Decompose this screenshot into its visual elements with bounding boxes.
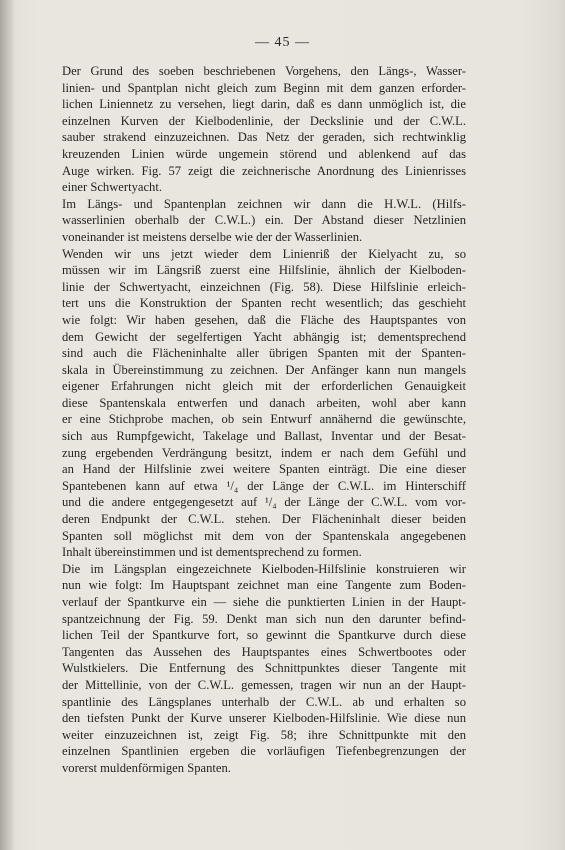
text-line: wasserlinien oberhalb der C.W.L.) ein. Der Abstand dieser Netzlinien	[62, 213, 466, 228]
text-line: Der Grund des soeben beschriebenen Vorgehens, den Längs-, Wasser-	[62, 64, 466, 78]
text-line: Wenden wir uns jetzt wieder dem Linienriß der Kielyacht zu, so	[62, 246, 466, 261]
text-line: zung ergebenden Verdrängung besitzt, indem er nach dem Gefühl und	[62, 445, 466, 460]
text-line: einer Schwertyacht.	[62, 180, 163, 195]
text-line: nun wie folgt: Im Hauptspant zeichnet man eine Tangente zum Boden-	[62, 578, 466, 593]
text-line: deren Endpunkt der C.W.L. stehen. Der Flächeninhalt dieser beiden	[62, 512, 466, 527]
text-line: Inhalt übereinstimmen und ist dementsprechend zu formen.	[62, 545, 362, 560]
text-line: tert uns die Konstruktion der Spanten recht wesentlich; das geschieht	[62, 296, 466, 311]
text-line: linien- und Spantplan nicht gleich zum Beginn mit dem ganzen erforder-	[62, 80, 466, 95]
text-line: Auge wirken. Fig. 57 zeigt die zeichnerische Anordnung des Linienrisses	[62, 163, 466, 178]
text-line: voneinander ist meistens derselbe wie der der Wasserlinien.	[62, 229, 363, 244]
text-line: sauber strakend einzuzeichnen. Das Netz der geraden, sich rechtwinklig	[62, 130, 466, 145]
text-line: und die andere entgegengesetzt auf ¹/₄ der Länge der C.W.L. vom vor-	[62, 495, 466, 510]
binding-shadow	[0, 0, 14, 850]
text-line: diese Spantenskala entwerfen und danach arbeiten, wohl aber kann	[62, 395, 466, 410]
text-line: linie der Schwertyacht, einzeichnen (Fig. 58). Diese Hilfslinie erleich-	[62, 279, 466, 294]
text-line: skala in Übereinstimmung zu zeichnen. Der Anfänger kann nun mangels	[62, 362, 466, 377]
text-line: den tiefsten Punkt der Kurve unserer Kielboden-Hilfslinie. Wie diese nun	[62, 711, 466, 726]
text-line: spantzeichnung der Fig. 59. Denkt man sich nun den darunter befind-	[62, 611, 466, 626]
paragraph	[62, 246, 466, 561]
text-line: Wulstkielers. Die Entfernung des Schnittpunktes dieser Tangente mit	[62, 661, 466, 676]
paragraph	[62, 561, 466, 777]
text-line: Im Längs- und Spantenplan zeichnen wir dann die H.W.L. (Hilfs-	[62, 196, 466, 211]
text-line: er eine Stichprobe machen, ob sein Entwurf annähernd die gewünschte,	[62, 412, 466, 427]
text-line: Spanten soll möglichst mit dem von der Spantenskala angegebenen	[62, 528, 466, 543]
paragraph	[62, 63, 466, 196]
text-line: Die im Längsplan eingezeichnete Kielboden-Hilfslinie konstruieren wir	[62, 561, 466, 576]
text-line: eigener Erfahrungen nicht gleich mit der erforderlichen Genauigkeit	[62, 379, 466, 394]
text-line: sich aus Rumpfgewicht, Takelage und Ballast, Inventar und der Besat-	[62, 429, 466, 444]
text-line: Spantebenen kann auf etwa ¹/₄ der Länge der C.W.L. im Hinterschiff	[62, 478, 466, 493]
text-line: der Mittellinie, von der C.W.L. gemessen, tragen wir nun an der Haupt-	[62, 677, 466, 692]
text-line: kreuzenden Linien würde ungemein störend und ablenkend auf das	[62, 146, 466, 161]
text-line: spantlinie des Längsplanes unterhalb der C.W.L. ab und erhalten so	[62, 694, 466, 709]
text-line: an Hand der Hilfslinie zwei weitere Spanten einträgt. Die eine dieser	[62, 462, 466, 477]
text-line: Tangenten das Aussehen des Hauptspantes eines Schwertbootes oder	[62, 644, 466, 659]
text-line: einzelnen Kurven der Kielbodenlinie, der Deckslinie und der C.W.L.	[62, 113, 466, 128]
text-line: verlauf der Spantkurve ein — siehe die punktierten Linien in der Haupt-	[62, 595, 466, 609]
text-line: wie folgt: Wir haben gesehen, daß die Fläche des Hauptspantes von	[62, 312, 466, 327]
page-number: — 45 —	[255, 35, 310, 50]
body-text	[62, 63, 466, 777]
text-line: einzelnen Spantlinien ergeben die vorläufigen Tiefenbegrenzungen der	[62, 744, 466, 759]
text-line: müssen wir im Längsriß zuerst eine Hilfslinie, ähnlich der Kielboden-	[62, 263, 466, 278]
text-line: dem Gewicht der segelfertigen Yacht abhängig ist; dementsprechend	[62, 329, 466, 344]
text-line: lichen Liniennetz zu versehen, liegt darin, daß es dann unmöglich ist, die	[62, 97, 466, 112]
text-line: weiter einzuzeichnen ist, zeigt Fig. 58; ihre Schnittpunkte mit den	[62, 727, 466, 742]
text-line: lichen Teil der Spantkurve fort, so gewinnt die Spantkurve durch diese	[62, 628, 466, 643]
text-line: sind auch die Flächeninhalte aller übrigen Spanten mit der Spanten-	[62, 346, 466, 361]
text-line: vorerst muldenförmigen Spanten.	[62, 760, 231, 775]
paragraph	[62, 196, 466, 246]
